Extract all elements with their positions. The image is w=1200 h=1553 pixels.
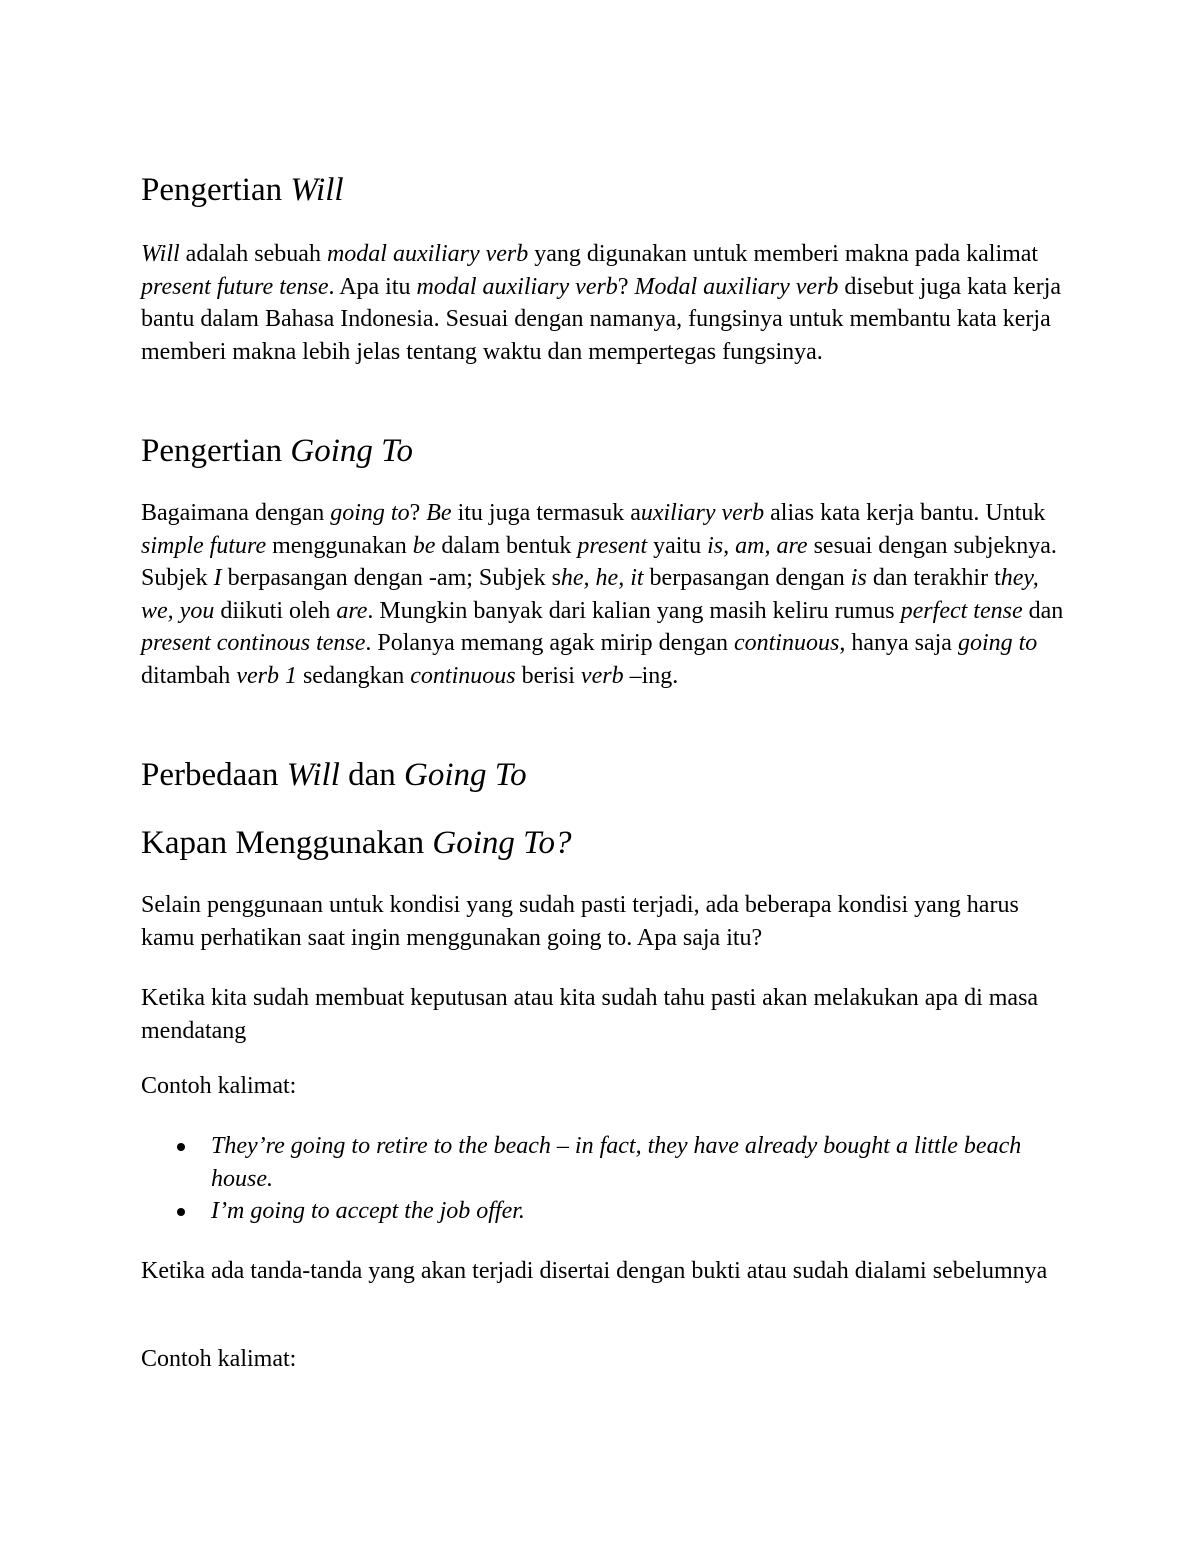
paragraph-condition-1: Ketika kita sudah membuat keputusan atau kita sudah tahu pasti akan melakukan apa di masa mendatang (141, 985, 1039, 1044)
italic-text: going to (330, 500, 410, 526)
text-run: diikuti oleh (214, 597, 337, 624)
text-run: berpasangan dengan (643, 565, 851, 591)
italic-text: uxiliary verb (640, 500, 765, 526)
italic-text: is (850, 565, 867, 591)
italic-text: verb (580, 662, 624, 689)
text-run: , hanya saja (839, 630, 958, 656)
text-run: . Apa itu (328, 273, 417, 300)
example-label-2: Contoh kalimat: (141, 1346, 297, 1372)
italic-text: verb 1 (236, 662, 297, 689)
italic-text: continuous (733, 630, 840, 656)
text-run: adalah sebuah (179, 241, 327, 267)
italic-text: Will (141, 241, 180, 267)
text-run: ditambah (141, 662, 237, 689)
text-run: dalam bentuk (435, 532, 578, 559)
heading-perbedaan: Perbedaan Will dan Going To (141, 757, 527, 793)
text-run: sedangkan (296, 662, 411, 689)
text-run: disebut juga kata kerja bantu dalam Bahasa Indonesia. Sesuai dengan namanya, fungsinya untuk membantu kata kerja memberi makna lebih jelas tentang waktu dan mempertegas fungsinya. (141, 273, 1062, 365)
paragraph-condition-2: Ketika ada tanda-tanda yang akan terjadi disertai dengan bukti atau sudah dialami sebelumnya (141, 1258, 1048, 1284)
text-run: yang digunakan untuk memberi makna pada kalimat (528, 241, 1039, 267)
italic-text: he, he, it (560, 565, 644, 591)
text-run: dan (1022, 597, 1064, 624)
text-run: yaitu (647, 532, 708, 559)
italic-text: perfect tense (900, 597, 1023, 624)
italic-text: hey, we, you (141, 565, 1039, 624)
text-run: Bagaimana dengan (141, 500, 331, 526)
text-run: alias kata kerja bantu. Untuk (764, 500, 1046, 526)
heading-pengertian-going-to: Pengertian Going To (141, 433, 413, 469)
italic-text: present future tense (141, 273, 329, 300)
italic-text: present continous tense (141, 630, 366, 656)
paragraph-pengertian-going-to (141, 497, 1066, 692)
text-run: berpasangan dengan -am; Subjek s (221, 565, 561, 591)
bullet-icon (177, 1143, 185, 1151)
text-run: . Mungkin banyak dari kalian yang masih keliru rumus (367, 597, 901, 624)
italic-text: are (336, 597, 368, 624)
heading-kapan-menggunakan: Kapan Menggunakan Going To? (141, 825, 572, 861)
text-run: berisi (515, 662, 581, 689)
italic-text: going to (957, 630, 1038, 656)
example-list-1 (141, 1130, 1066, 1228)
italic-text: present (577, 532, 648, 559)
text-run: –ing. (623, 662, 679, 689)
italic-text: I (213, 565, 222, 591)
text-run: itu juga termasuk a (451, 500, 641, 526)
heading-pengertian-will: Pengertian Will (141, 172, 344, 208)
italic-text: modal auxiliary verb (326, 241, 529, 267)
paragraph-pengertian-will (141, 238, 1066, 368)
text-run: ? (409, 500, 427, 526)
italic-text: modal auxiliary verb (416, 273, 618, 300)
italic-text: continuous (410, 662, 516, 689)
list-item: They’re going to retire to the beach – in fact, they have already bought a little beach house. (141, 1130, 1066, 1195)
text-run: menggunakan (266, 532, 413, 559)
italic-text: is, am, are (707, 532, 808, 559)
text-run: sesuai dengan subjeknya. Subjek (141, 532, 1057, 591)
italic-text: Be (426, 500, 452, 526)
example-label-1: Contoh kalimat: (141, 1073, 297, 1099)
text-run: . Polanya memang agak mirip dengan (365, 630, 734, 656)
text-run: dan terakhir t (866, 565, 1001, 591)
italic-text: be (412, 532, 436, 559)
italic-text: Modal auxiliary verb (634, 273, 839, 300)
text-run: ? (617, 273, 635, 300)
paragraph-intro: Selain penggunaan untuk kondisi yang sudah pasti terjadi, ada beberapa kondisi yang harus kamu perhatikan saat ingin menggunakan going to. Apa saja itu? (141, 892, 1019, 951)
bullet-icon (177, 1208, 185, 1216)
list-item: I’m going to accept the job offer. (141, 1195, 1066, 1228)
italic-text: simple future (141, 532, 267, 559)
